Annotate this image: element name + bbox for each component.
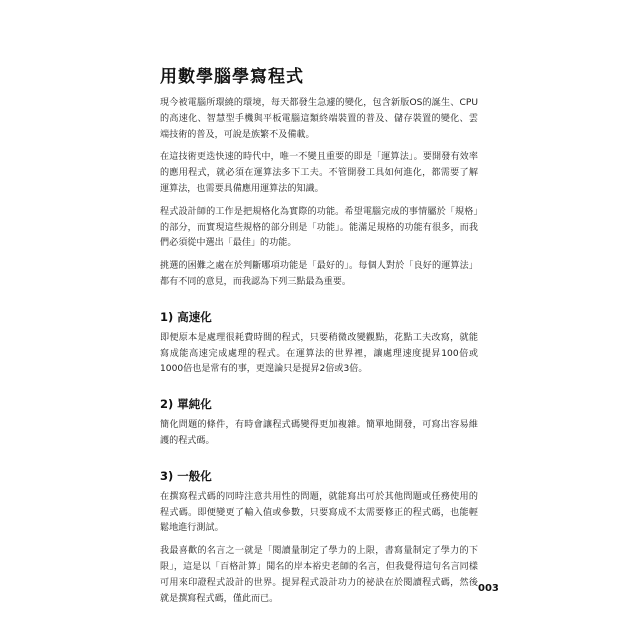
- section-heading-speed: 1) 高速化: [160, 309, 212, 324]
- section-heading-generalization: 3) 一般化: [160, 468, 212, 483]
- page-title: 用數學腦學寫程式: [160, 67, 304, 87]
- intro-paragraph: 在這技術更迭快速的時代中，唯一不變且重要的即是「運算法」。要開發有效率的應用程式，就必須在運算法多下工夫。不管開發工具如何進化，都需要了解運算法，也需要具備應用運算法的知識。: [160, 152, 478, 194]
- section-paragraph: 在撰寫程式碼的同時注意共用性的問題，就能寫出可於其他問題或任務使用的程式碼。即便變更了輸入值或參數，只要寫成不太需要修正的程式碼，也能輕鬆地進行測試。: [160, 491, 478, 534]
- intro-paragraph: 現今被電腦所環繞的環境，每天都發生急遽的變化，包含新版OS的誕生、CPU的高速化、智慧型手機與平板電腦這類終端裝置的普及、儲存裝置的變化、雲端技術的普及，可說是族繁不及備載。: [160, 98, 478, 140]
- page-body: [160, 96, 478, 614]
- intro-paragraph: 挑選的困難之處在於判斷哪項功能是「最好的」。每個人對於「良好的運算法」都有不同的意見，而我認為下列三點最為重要。: [160, 261, 478, 287]
- intro-paragraph: 程式設計師的工作是把規格化為實際的功能。希望電腦完成的事情屬於「規格」的部分，而實現這些規格的部分則是「功能」。能滿足規格的功能有很多，而我們必須從中選出「最佳」的功能。: [160, 206, 478, 249]
- section-heading-simplicity: 2) 單純化: [160, 397, 212, 412]
- section-paragraph: 我最喜歡的名言之一就是「閱讀量制定了學力的上限，書寫量制定了學力的下限」，這是以「百格計算」聞名的岸本裕史老師的名言，但我覺得這句名言同樣可用來印證程式設計的世界。提昇程式設計功力的祕訣在於閱讀程式碼，然後就是撰寫程式碼，僅此而已。: [160, 546, 478, 604]
- section-paragraph: 即便原本是處理很耗費時間的程式，只要稍微改變觀點，花點工夫改寫，就能寫成能高速完成處理的程式。在運算法的世界裡，讓處理速度提昇100倍或1000倍也是常有的事，更遑論只是提昇2倍或3倍。: [160, 332, 478, 375]
- section-paragraph: 簡化問題的條件，有時會讓程式碼變得更加複雜。簡單地開發，可寫出容易維護的程式碼。: [160, 420, 478, 446]
- page-number: 003: [478, 583, 499, 594]
